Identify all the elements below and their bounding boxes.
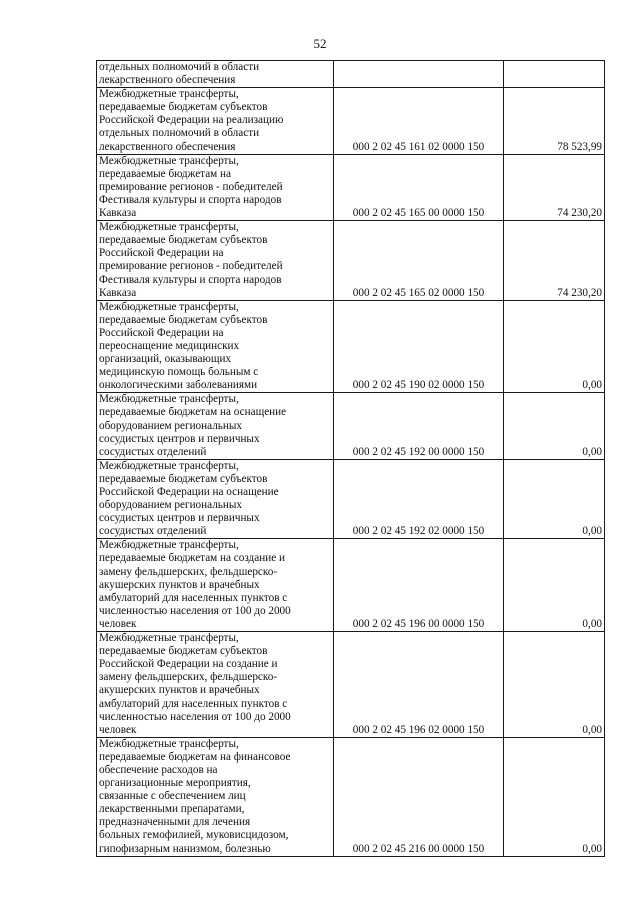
row-budget-code: 000 2 02 45 192 00 0000 150 — [334, 393, 504, 459]
table-row — [97, 393, 605, 459]
row-amount: 74 230,20 — [504, 154, 605, 220]
table-row — [97, 221, 605, 301]
row-amount: 0,00 — [504, 393, 605, 459]
row-budget-code: 000 2 02 45 165 02 0000 150 — [334, 221, 504, 301]
budget-transfers-table — [96, 60, 605, 857]
row-description: Межбюджетные трансферты, передаваемые бюджетам на оснащение оборудованием региональных сосудистых центров и первичных сосудистых отделений — [97, 393, 334, 459]
row-budget-code: 000 2 02 45 196 02 0000 150 — [334, 632, 504, 738]
row-budget-code: 000 2 02 45 190 02 0000 150 — [334, 300, 504, 393]
table-row — [97, 154, 605, 220]
row-budget-code: 000 2 02 45 196 00 0000 150 — [334, 539, 504, 632]
row-description: Межбюджетные трансферты, передаваемые бюджетам на премирование регионов - победителей Фестиваля культуры и спорта народов Кавказа — [97, 154, 334, 220]
row-amount: 0,00 — [504, 539, 605, 632]
table-row — [97, 300, 605, 393]
row-description: Межбюджетные трансферты, передаваемые бюджетам на финансовое обеспечение расходов на организационные мероприятия, связанные с обеспечением лиц лекарственными препаратами, предназначенными для лечения больных гемофилией, муковисцидозом, гипофизарным нанизмом, болезнью — [97, 737, 334, 856]
row-budget-code: 000 2 02 45 165 00 0000 150 — [334, 154, 504, 220]
row-amount: 74 230,20 — [504, 221, 605, 301]
row-amount: 0,00 — [504, 459, 605, 539]
table-row — [97, 539, 605, 632]
row-budget-code: 000 2 02 45 161 02 0000 150 — [334, 88, 504, 154]
row-description: Межбюджетные трансферты, передаваемые бюджетам субъектов Российской Федерации на переоснащение медицинских организаций, оказывающих медицинскую помощь больным с онкологическими заболеваниями — [97, 300, 334, 393]
row-budget-code: 000 2 02 45 216 00 0000 150 — [334, 737, 504, 856]
row-amount: 0,00 — [504, 632, 605, 738]
row-amount: 78 523,99 — [504, 88, 605, 154]
table-row — [97, 459, 605, 539]
row-description: Межбюджетные трансферты, передаваемые бюджетам на создание и замену фельдшерских, фельдшерско- акушерских пунктов и врачебных амбулаторий для населенных пунктов с численностью населения от 100 до 2000 человек — [97, 539, 334, 632]
table-row — [97, 61, 605, 88]
table-row — [97, 737, 605, 856]
row-description: Межбюджетные трансферты, передаваемые бюджетам субъектов Российской Федерации на создание и замену фельдшерских, фельдшерско- акушерских пунктов и врачебных амбулаторий для населенных пунктов с численностью населения от 100 до 2000 человек — [97, 632, 334, 738]
table-row — [97, 632, 605, 738]
row-amount: 0,00 — [504, 737, 605, 856]
row-budget-code — [334, 61, 504, 88]
row-amount: 0,00 — [504, 300, 605, 393]
row-budget-code: 000 2 02 45 192 02 0000 150 — [334, 459, 504, 539]
row-description: отдельных полномочий в области лекарственного обеспечения — [97, 61, 334, 88]
page-number: 52 — [313, 36, 327, 51]
row-description: Межбюджетные трансферты, передаваемые бюджетам субъектов Российской Федерации на премирование регионов - победителей Фестиваля культуры и спорта народов Кавказа — [97, 221, 334, 301]
row-description: Межбюджетные трансферты, передаваемые бюджетам субъектов Российской Федерации на оснащение оборудованием региональных сосудистых центров и первичных сосудистых отделений — [97, 459, 334, 539]
row-description: Межбюджетные трансферты, передаваемые бюджетам субъектов Российской Федерации на реализацию отдельных полномочий в области лекарственного обеспечения — [97, 88, 334, 154]
table-row — [97, 88, 605, 154]
row-amount — [504, 61, 605, 88]
